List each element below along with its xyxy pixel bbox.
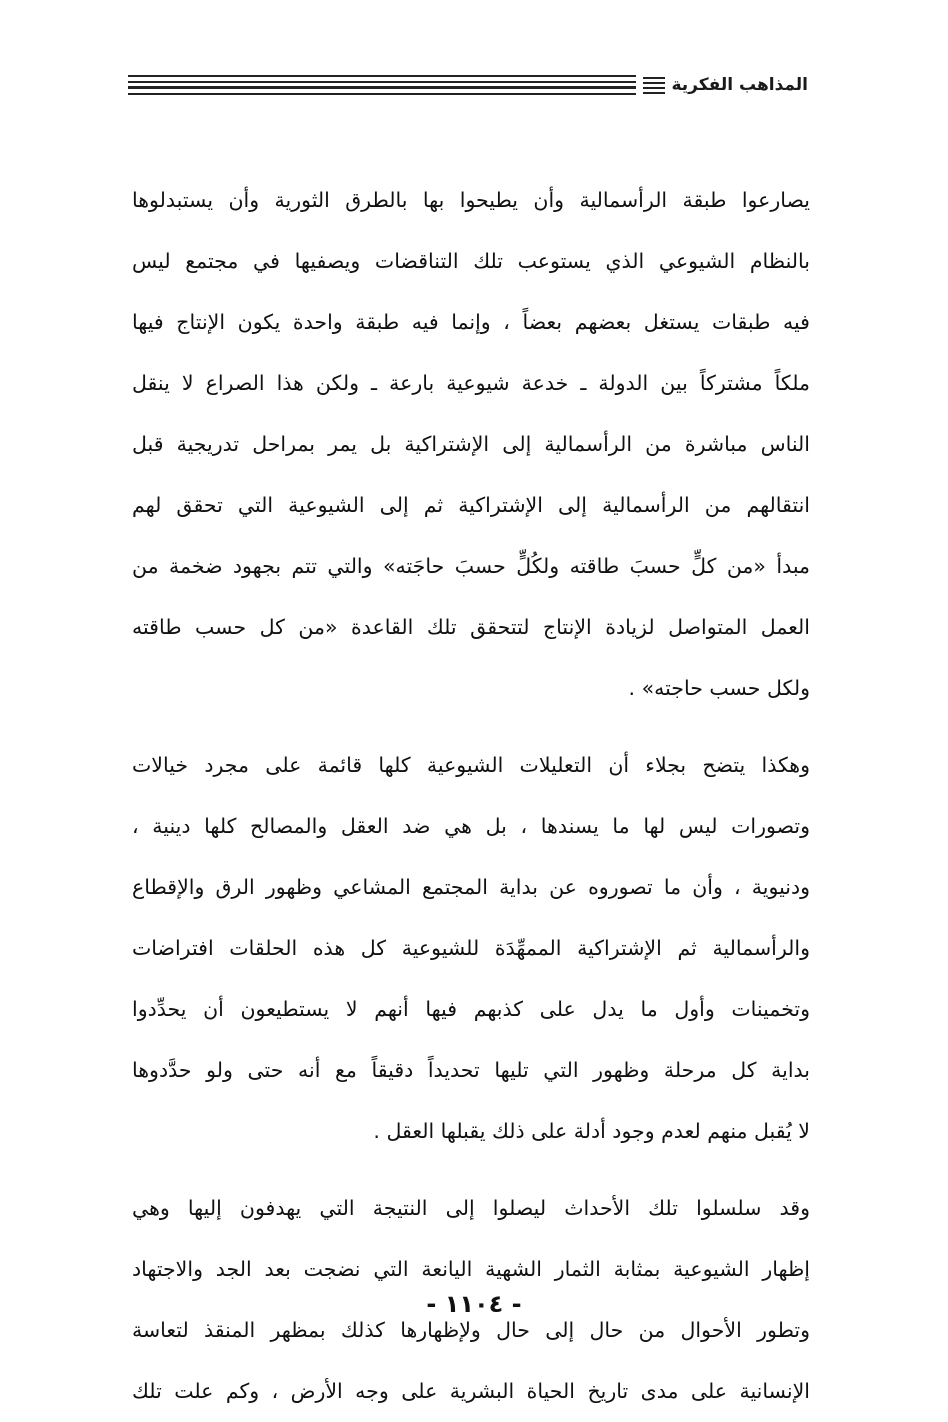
text-line: ودنيوية ، وأن ما تصوروه عن بداية المجتمع المشاعي وظهور الرق والإقطاع bbox=[132, 875, 810, 899]
text-line: وقد سلسلوا تلك الأحداث ليصلوا إلى النتيجة التي يهدفون إليها وهي bbox=[132, 1196, 810, 1220]
header-rules bbox=[128, 75, 636, 97]
text-line: لا يُقبل منهم لعدم وجود أدلة على ذلك يقبلها العقل . bbox=[373, 1119, 810, 1143]
body-text bbox=[132, 170, 810, 1422]
text-line: بالنظام الشيوعي الذي يستوعب تلك التناقضات ويصفيها في مجتمع ليس bbox=[132, 249, 810, 273]
text-line: بداية كل مرحلة وظهور التي تليها تحديداً دقيقاً مع أنه حتى ولو حدَّدوها bbox=[132, 1058, 810, 1082]
text-line: يصارعوا طبقة الرأسمالية وأن يطيحوا بها بالطرق الثورية وأن يستبدلوها bbox=[132, 188, 810, 212]
paragraph-2 bbox=[132, 735, 810, 1162]
text-line: وهكذا يتضح بجلاء أن التعليلات الشيوعية كلها قائمة على مجرد خيالات bbox=[132, 753, 810, 777]
text-line: مبدأ «من كلٍّ حسبَ طاقته ولكُلٍّ حسبَ حاجَته» والتي تتم بجهود ضخمة من bbox=[132, 554, 810, 578]
text-line: ولكل حسب حاجته» . bbox=[628, 676, 810, 700]
paragraph-gap bbox=[132, 1162, 810, 1178]
paragraph-gap bbox=[132, 719, 810, 735]
text-line: الإنسانية على مدى تاريخ الحياة البشرية على وجه الأرض ، وكم علت تلك bbox=[132, 1379, 810, 1403]
text-line: إظهار الشيوعية بمثابة الثمار الشهية اليانعة التي نضجت بعد الجد والاجتهاد bbox=[132, 1257, 810, 1281]
text-line: وتطور الأحوال من حال إلى حال ولإظهارها كذلك بمظهر المنقذ لتعاسة bbox=[132, 1318, 810, 1342]
text-line: انتقالهم من الرأسمالية إلى الإشتراكية ثم إلى الشيوعية التي تحقق لهم bbox=[132, 493, 810, 517]
text-line: وتخمينات وأول ما يدل على كذبهم فيها أنهم لا يستطيعون أن يحدِّدوا bbox=[132, 997, 810, 1021]
header-title-group bbox=[643, 70, 808, 100]
text-line: وتصورات ليس لها ما يسندها ، بل هي ضد العقل والمصالح كلها دينية ، bbox=[132, 814, 810, 838]
text-line: الناس مباشرة من الرأسمالية إلى الإشتراكية بل يمر بمراحل تدريجية قبل bbox=[132, 432, 810, 456]
text-line: ملكاً مشتركاً بين الدولة ـ خدعة شيوعية بارعة ـ ولكن هذا الصراع لا ينقل bbox=[132, 371, 810, 395]
text-line: العمل المتواصل لزيادة الإنتاج لتتحقق تلك القاعدة «من كل حسب طاقته bbox=[132, 615, 810, 639]
running-header bbox=[128, 70, 808, 100]
text-line: والرأسمالية ثم الإشتراكية الممهِّدَة للشيوعية كل هذه الحلقات افتراضات bbox=[132, 936, 810, 960]
header-title: المذاهب الفكرية bbox=[671, 75, 808, 95]
header-lines-icon bbox=[643, 76, 665, 94]
text-line: فيه طبقات يستغل بعضهم بعضاً ، وإنما فيه طبقة واحدة يكون الإنتاج فيها bbox=[132, 310, 810, 334]
page-number: - ١١٠٤ - bbox=[426, 1290, 522, 1318]
paragraph-1 bbox=[132, 170, 810, 719]
